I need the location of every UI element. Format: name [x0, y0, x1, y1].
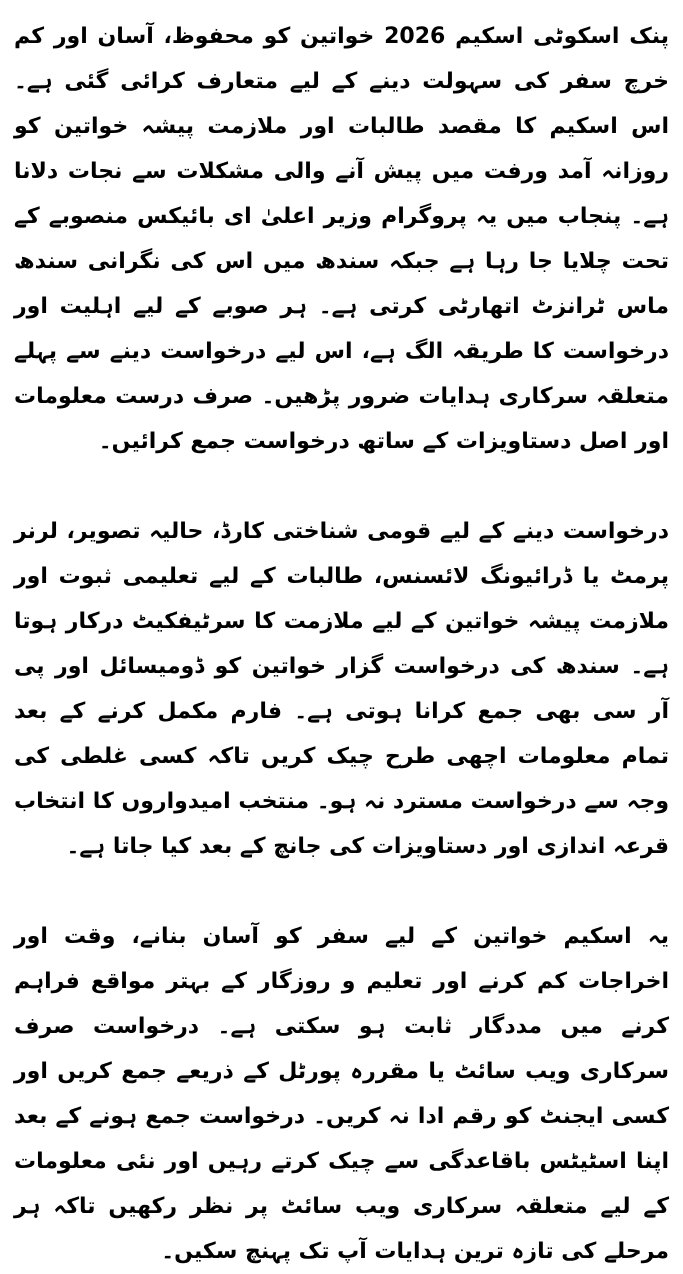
paragraph-benefits-and-application: یہ اسکیم خواتین کے لیے سفر کو آسان بنانے، وقت اور اخراجات کم کرنے اور تعلیم و روزگار کے بہتر مواقع فراہم کرنے میں مددگار ثابت ہو سکتی ہے۔ درخواست صرف سرکاری ویب سائٹ یا مقررہ پورٹل کے ذریعے جمع کریں اور کسی ایجنٹ کو رقم ادا نہ کریں۔ درخواست جمع ہونے کے بعد اپنا اسٹیٹس باقاعدگی سے چیک کرتے رہیں اور نئی معلومات کے لیے متعلقہ سرکاری ویب سائٹ پر نظر رکھیں تاکہ ہر مرحلے کی تازہ ترین ہدایات آپ تک پہنچ سکیں۔	[14, 924, 669, 1264]
paragraph-scheme-intro: پنک اسکوٹی اسکیم 2026 خواتین کو محفوظ، آسان اور کم خرچ سفر کی سہولت دینے کے لیے متعارف کرائی گئی ہے۔ اس اسکیم کا مقصد طالبات اور ملازمت پیشہ خواتین کو روزانہ آمد ورفت میں پیش آنے والی مشکلات سے نجات دلانا ہے۔ پنجاب میں یہ پروگرام وزیر اعلیٰ ای بائیکس منصوبے کے تحت چلایا جا رہا ہے جبکہ سندھ میں اس کی نگرانی سندھ ماس ٹرانزٹ اتھارٹی کرتی ہے۔ ہر صوبے کے لیے اہلیت اور درخواست کا طریقہ الگ ہے، اس لیے درخواست دینے سے پہلے متعلقہ سرکاری ہدایات ضرور پڑھیں۔ صرف درست معلومات اور اصل دستاویزات کے ساتھ درخواست جمع کرائیں۔	[14, 24, 669, 454]
paragraph-required-documents: درخواست دینے کے لیے قومی شناختی کارڈ، حالیہ تصویر، لرنر پرمٹ یا ڈرائیونگ لائسنس، طالبات کے لیے تعلیمی ثبوت اور ملازمت پیشہ خواتین کے لیے ملازمت کا سرٹیفکیٹ درکار ہوتا ہے۔ سندھ کی درخواست گزار خواتین کو ڈومیسائل اور پی آر سی بھی جمع کرانا ہوتی ہے۔ فارم مکمل کرنے کے بعد تمام معلومات اچھی طرح چیک کریں تاکہ کسی غلطی کی وجہ سے درخواست مسترد نہ ہو۔ منتخب امیدواروں کا انتخاب قرعہ اندازی اور دستاویزات کی جانچ کے بعد کیا جاتا ہے۔	[14, 519, 669, 859]
